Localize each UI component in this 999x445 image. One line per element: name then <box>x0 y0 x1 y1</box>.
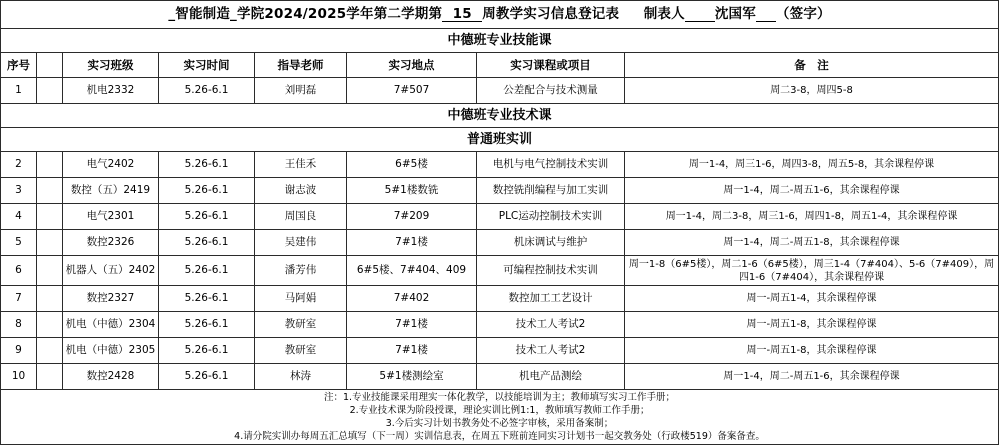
table-row <box>1 78 999 104</box>
cell-class: 机电（中德）2305 <box>63 338 159 364</box>
cell-place: 7#507 <box>347 78 477 104</box>
cell-teacher: 吴建伟 <box>255 230 347 256</box>
table-row <box>1 312 999 338</box>
footnote-line: 2.专业技术课为阶段授课，理论实训比例1:1，教师填写教师工作手册； <box>349 405 650 416</box>
cell-time: 5.26-6.1 <box>159 286 255 312</box>
cell-course: 机电产品测绘 <box>477 364 625 390</box>
footnote-line: 4.请分院实训办每周五汇总填写（下一周）实训信息表，在周五下班前连同实习计划书一起交教务处（行政楼519）备案备查。 <box>234 431 765 442</box>
title-maker-label: 制表人 <box>643 5 685 22</box>
cell-blank <box>37 256 63 286</box>
cell-time: 5.26-6.1 <box>159 256 255 286</box>
cell-course: 可编程控制技术实训 <box>477 256 625 286</box>
cell-note: 周一1-4，周二-周五1-6，其余课程停课 <box>625 178 999 204</box>
cell-blank <box>37 338 63 364</box>
cell-time: 5.26-6.1 <box>159 204 255 230</box>
table-row <box>1 178 999 204</box>
cell-class: 机器人（五）2402 <box>63 256 159 286</box>
header-course: 实习课程或项目 <box>477 53 625 78</box>
cell-no: 4 <box>1 204 37 230</box>
cell-course: 电机与电气控制技术实训 <box>477 152 625 178</box>
table-row <box>1 152 999 178</box>
cell-place: 6#5楼、7#404、409 <box>347 256 477 286</box>
cell-place: 7#1楼 <box>347 312 477 338</box>
cell-teacher: 谢志波 <box>255 178 347 204</box>
cell-note: 周一1-4，周二3-8，周三1-6，周四1-8，周五1-4，其余课程停课 <box>625 204 999 230</box>
cell-time: 5.26-6.1 <box>159 178 255 204</box>
cell-course: 技术工人考试2 <box>477 338 625 364</box>
cell-blank <box>37 78 63 104</box>
cell-course: PLC运动控制技术实训 <box>477 204 625 230</box>
cell-teacher: 教研室 <box>255 312 347 338</box>
footnote-line: 注：1.专业技能课采用理实一体化教学，以技能培训为主；教师填写实习工作手册； <box>323 392 676 403</box>
cell-place: 5#1楼数铣 <box>347 178 477 204</box>
cell-no: 5 <box>1 230 37 256</box>
cell-blank <box>37 230 63 256</box>
sheet-title <box>1 1 999 29</box>
cell-teacher: 周国良 <box>255 204 347 230</box>
cell-class: 数控2327 <box>63 286 159 312</box>
cell-class: 机电（中德）2304 <box>63 312 159 338</box>
cell-time: 5.26-6.1 <box>159 338 255 364</box>
cell-class: 电气2301 <box>63 204 159 230</box>
cell-blank <box>37 286 63 312</box>
cell-place: 5#1楼测绘室 <box>347 364 477 390</box>
table-row <box>1 338 999 364</box>
cell-time: 5.26-6.1 <box>159 78 255 104</box>
cell-no: 6 <box>1 256 37 286</box>
header-no: 序号 <box>1 53 37 78</box>
table-row <box>1 204 999 230</box>
section-title-zd-skill: 中德班专业技能课 <box>1 29 999 53</box>
title-maker-name: 沈国军 <box>714 5 756 22</box>
cell-class: 数控（五）2419 <box>63 178 159 204</box>
header-place: 实习地点 <box>347 53 477 78</box>
header-blank <box>37 53 63 78</box>
cell-place: 7#1楼 <box>347 338 477 364</box>
title-sign: （签字） <box>775 5 831 22</box>
cell-time: 5.26-6.1 <box>159 230 255 256</box>
cell-course: 公差配合与技术测量 <box>477 78 625 104</box>
cell-teacher: 林涛 <box>255 364 347 390</box>
cell-place: 7#209 <box>347 204 477 230</box>
cell-class: 数控2326 <box>63 230 159 256</box>
table-row <box>1 364 999 390</box>
table-row <box>1 230 999 256</box>
header-row <box>1 53 999 78</box>
cell-no: 1 <box>1 78 37 104</box>
cell-blank <box>37 178 63 204</box>
cell-note: 周一-周五1-4，其余课程停课 <box>625 286 999 312</box>
cell-time: 5.26-6.1 <box>159 152 255 178</box>
cell-note: 周一1-4，周三1-6，周四3-8，周五5-8，其余课程停课 <box>625 152 999 178</box>
cell-note: 周一1-4，周二-周五1-6，其余课程停课 <box>625 364 999 390</box>
cell-blank <box>37 204 63 230</box>
cell-course: 机床调试与维护 <box>477 230 625 256</box>
cell-time: 5.26-6.1 <box>159 312 255 338</box>
cell-teacher: 教研室 <box>255 338 347 364</box>
cell-note: 周一-周五1-8，其余课程停课 <box>625 338 999 364</box>
cell-class: 电气2402 <box>63 152 159 178</box>
footnotes <box>1 390 999 445</box>
header-teacher: 指导老师 <box>255 53 347 78</box>
cell-class: 数控2428 <box>63 364 159 390</box>
cell-note: 周一1-8（6#5楼），周二1-6（6#5楼），周三1-4（7#404）、5-6（7#409），周四1-6（7#404），其余课程停课 <box>625 256 999 286</box>
cell-no: 3 <box>1 178 37 204</box>
cell-note: 周一1-4，周二-周五1-8，其余课程停课 <box>625 230 999 256</box>
header-note: 备 注 <box>625 53 999 78</box>
header-time: 实习时间 <box>159 53 255 78</box>
title-suffix: 周教学实习信息登记表 <box>482 5 620 22</box>
cell-blank <box>37 152 63 178</box>
title-week: 15 <box>442 8 482 22</box>
cell-course: 数控铣削编程与加工实训 <box>477 178 625 204</box>
footnote-line: 3.今后实习计划书教务处不必签字审核，采用备案制； <box>385 418 614 429</box>
cell-time: 5.26-6.1 <box>159 364 255 390</box>
cell-place: 7#402 <box>347 286 477 312</box>
table-row <box>1 256 999 286</box>
cell-class: 机电2332 <box>63 78 159 104</box>
cell-blank <box>37 312 63 338</box>
cell-teacher: 刘明磊 <box>255 78 347 104</box>
cell-note: 周一-周五1-8，其余课程停课 <box>625 312 999 338</box>
cell-teacher: 潘芳伟 <box>255 256 347 286</box>
cell-place: 7#1楼 <box>347 230 477 256</box>
cell-blank <box>37 364 63 390</box>
cell-no: 2 <box>1 152 37 178</box>
cell-course: 数控加工工艺设计 <box>477 286 625 312</box>
header-class: 实习班级 <box>63 53 159 78</box>
cell-no: 7 <box>1 286 37 312</box>
cell-teacher: 王佳禾 <box>255 152 347 178</box>
section-title-normal: 普通班实训 <box>1 128 999 152</box>
cell-place: 6#5楼 <box>347 152 477 178</box>
cell-no: 10 <box>1 364 37 390</box>
cell-note: 周二3-8，周四5-8 <box>625 78 999 104</box>
cell-teacher: 马阿娟 <box>255 286 347 312</box>
cell-no: 8 <box>1 312 37 338</box>
section-title-zd-tech: 中德班专业技术课 <box>1 104 999 128</box>
title-prefix: _智能制造_学院2024/2025学年第二学期第 <box>168 5 443 22</box>
table-row <box>1 286 999 312</box>
cell-no: 9 <box>1 338 37 364</box>
cell-course: 技术工人考试2 <box>477 312 625 338</box>
